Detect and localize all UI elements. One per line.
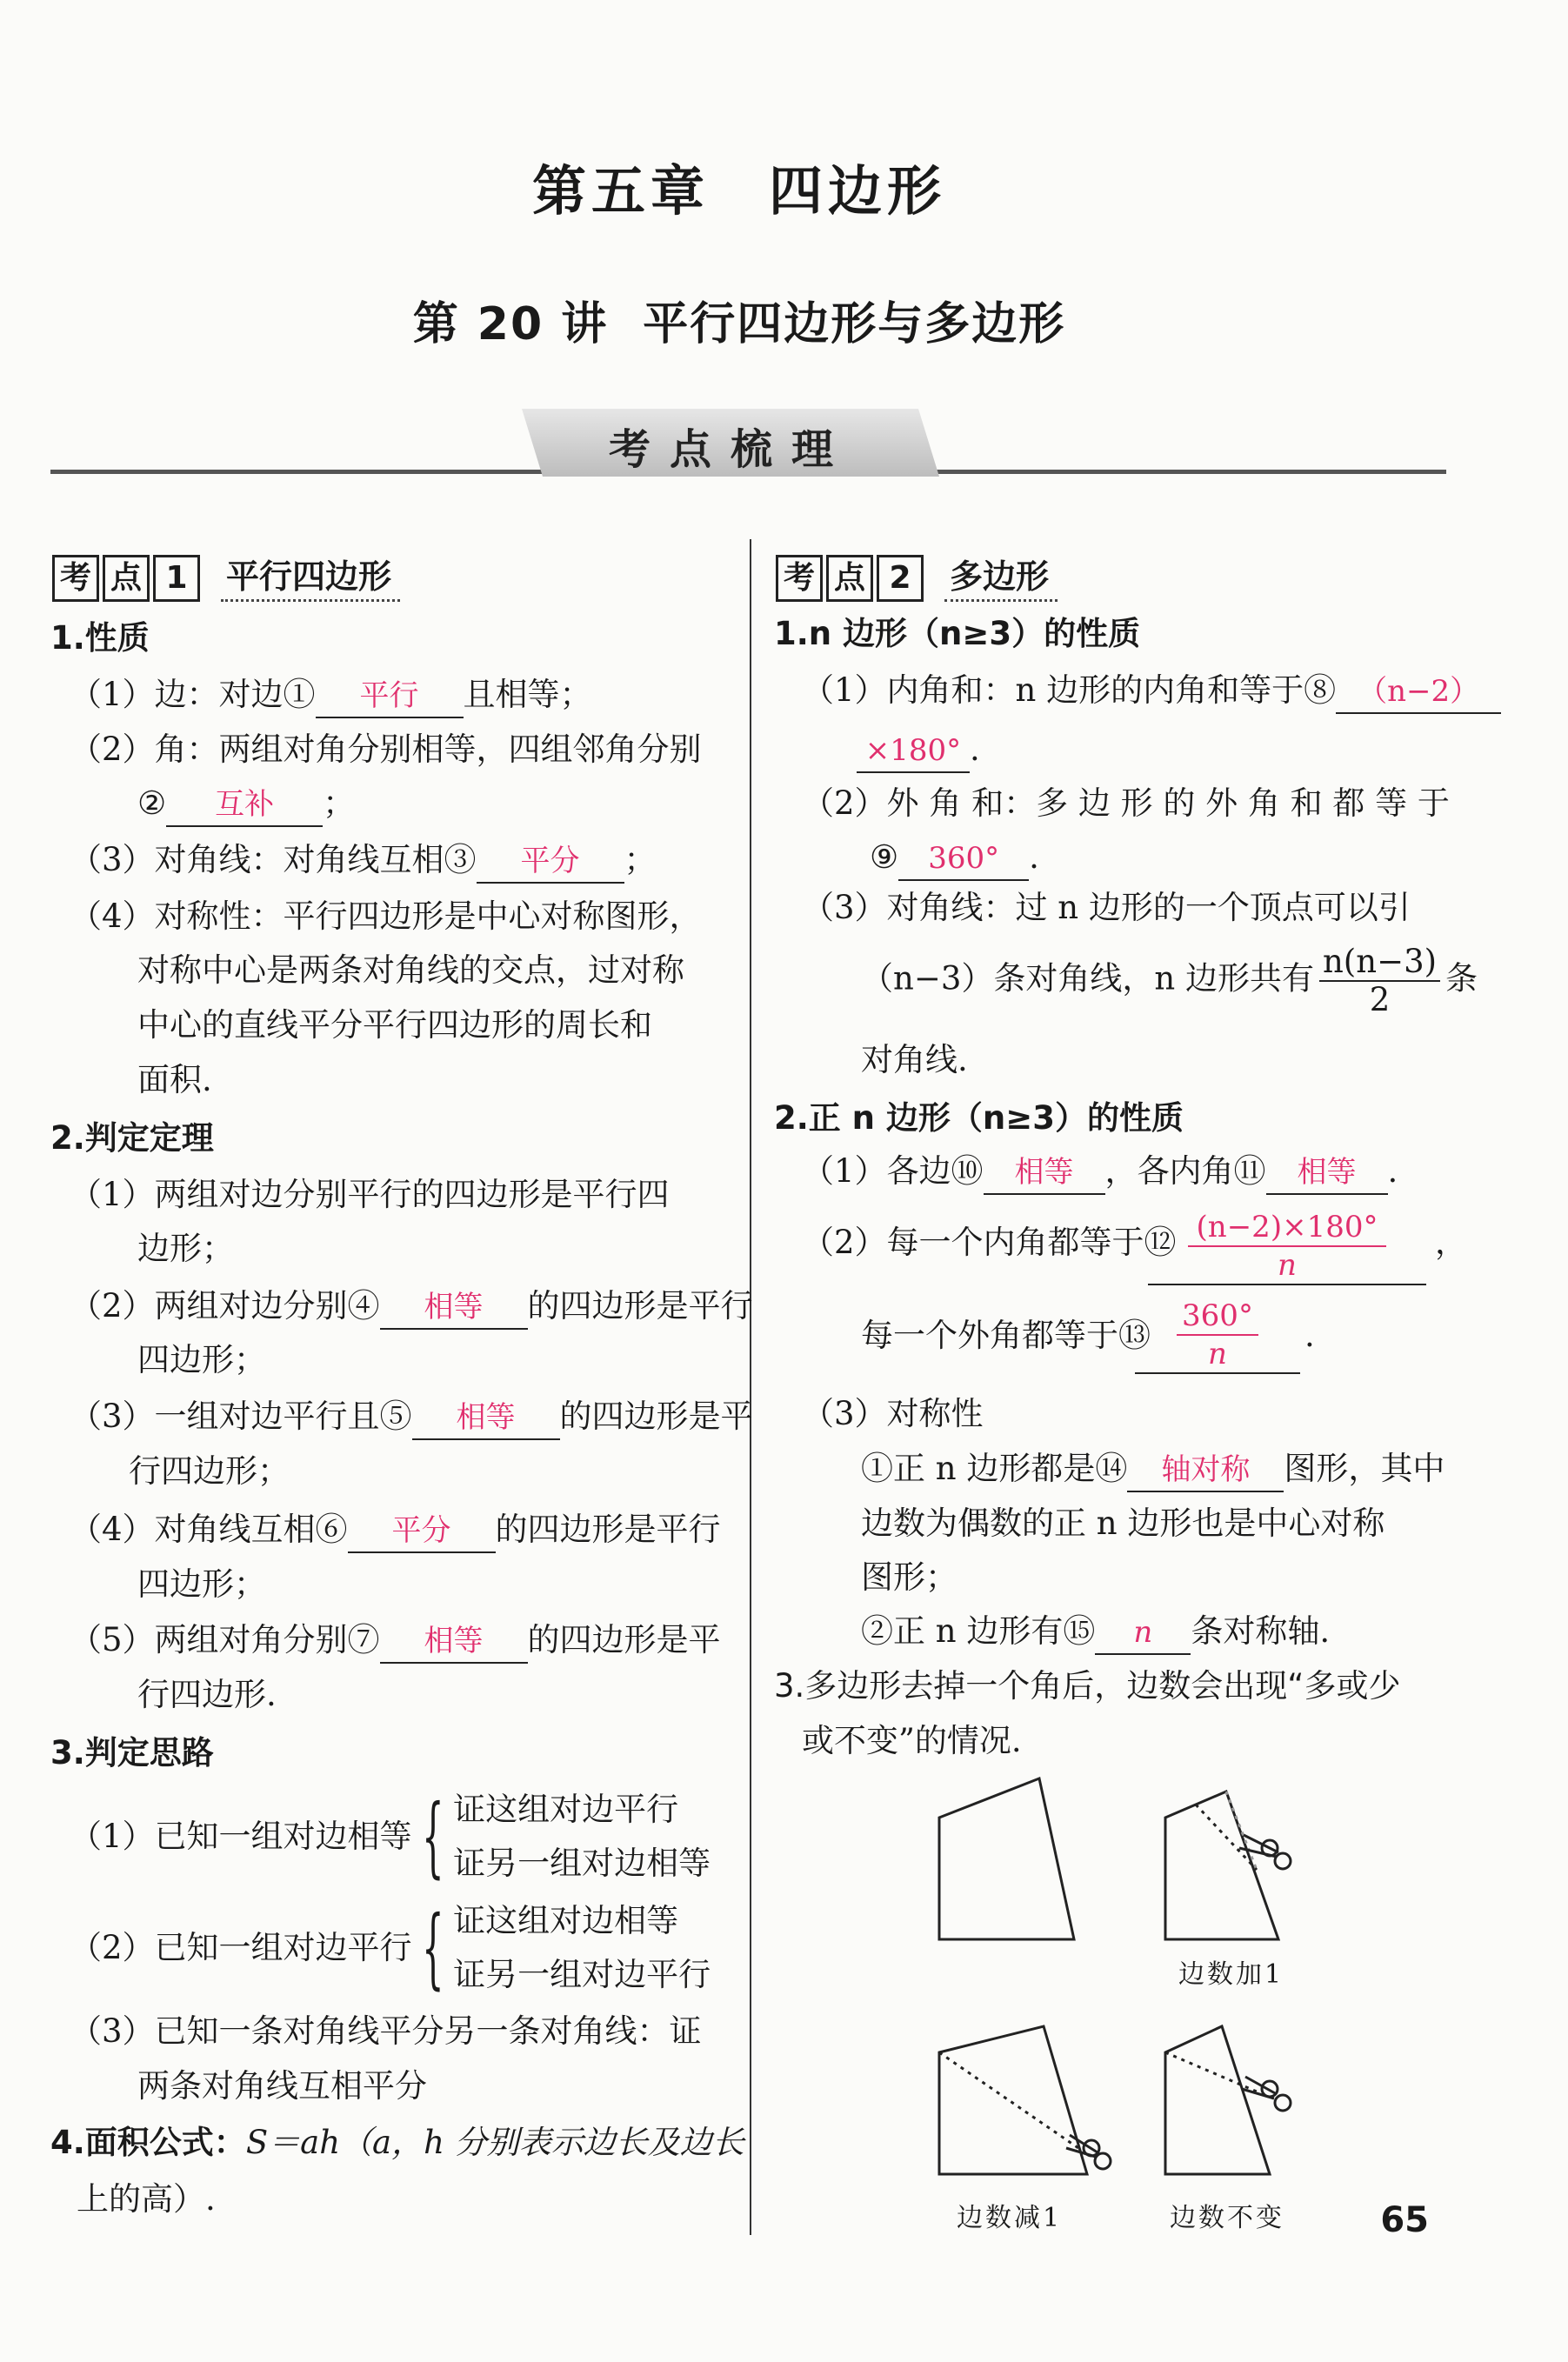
kaodian-number: 1 bbox=[153, 555, 200, 602]
text-line: （5）两组对角分别⑦ 相等 的四边形是平 bbox=[70, 1619, 721, 1664]
text-line: （2）角：两组对角分别相等，四组邻角分别 bbox=[70, 731, 702, 768]
text-line: . bbox=[1304, 1317, 1315, 1354]
text-line: ①正 n 边形都是⑭ 轴对称 图形，其中 bbox=[861, 1448, 1445, 1492]
text-line: （3）对角线：对角线互相③ 平分 ； bbox=[70, 839, 657, 884]
cut-quadrilateral-same bbox=[1165, 2026, 1270, 2174]
figure-caption: 边数加1 bbox=[1178, 1959, 1284, 1990]
kaodian-char: 点 bbox=[826, 555, 873, 602]
column-divider bbox=[750, 539, 751, 2235]
text-line: （3）对角线：过 n 边形的一个顶点可以引 bbox=[802, 889, 1411, 926]
text-line: 对称中心是两条对角线的交点，过对称 bbox=[137, 951, 684, 989]
text-line: （4）对角线互相⑥ 平分 的四边形是平行 bbox=[70, 1509, 721, 1553]
text-line: （1）各边⑩ 相等 ，各内角⑪ 相等 . bbox=[802, 1151, 1398, 1195]
text-line: 行四边形. bbox=[137, 1676, 277, 1713]
text-line: 边形； bbox=[137, 1230, 234, 1267]
lecture-name: 平行四边形与多边形 bbox=[643, 298, 1066, 350]
right-section-header bbox=[776, 550, 1058, 602]
heading-approach: 3.判定思路 bbox=[50, 1734, 214, 1772]
text-line: ⑨ 360° . bbox=[870, 837, 1039, 881]
lecture-number: 第 20 讲 bbox=[412, 298, 609, 350]
right-section-title: 多边形 bbox=[944, 550, 1058, 602]
heading-theorems: 2.判定定理 bbox=[50, 1119, 214, 1157]
cut-quadrilateral-minus bbox=[939, 2026, 1087, 2174]
figure-caption: 边数减1 bbox=[957, 2203, 1063, 2233]
banner-title: 考点梳理 bbox=[608, 425, 852, 474]
text-line: （1）两组对边分别平行的四边形是平行四 bbox=[70, 1176, 670, 1213]
text-line: 两条对角线互相平分 bbox=[137, 2067, 427, 2105]
text-line: （2）两组对边分别④ 相等 的四边形是平行 bbox=[70, 1285, 753, 1330]
text-line: （3）已知一条对角线平分另一条对角线：证 bbox=[70, 2012, 702, 2050]
left-section-title: 平行四边形 bbox=[221, 550, 400, 602]
text-line: （3）对称性 bbox=[802, 1395, 984, 1432]
polygon-cutting-figures bbox=[913, 1765, 1348, 2226]
answer-blank: 相等 bbox=[1266, 1151, 1388, 1195]
scissors-icon bbox=[1066, 2135, 1111, 2169]
answer-blank: 相等 bbox=[380, 1286, 528, 1330]
cut-quadrilateral-plus bbox=[1165, 1792, 1278, 1939]
answer-blank: （n−2） bbox=[1336, 671, 1501, 714]
text-line: 面积. bbox=[137, 1061, 212, 1098]
kaodian-number: 2 bbox=[877, 555, 924, 602]
text-line: ×180° . bbox=[857, 729, 980, 773]
answer-blank: 互补 bbox=[166, 784, 323, 827]
kaodian-char: 考 bbox=[776, 555, 823, 602]
text-line: ， bbox=[1435, 1224, 1467, 1261]
scissors-icon bbox=[1242, 2077, 1291, 2111]
text-line: （2）每一个内角都等于⑫ bbox=[802, 1224, 1177, 1261]
text-line: 行四边形； bbox=[129, 1452, 290, 1490]
answer-blank-fraction: $\frac{(n-2)\times 180^\circ}{n}$ bbox=[1148, 1209, 1426, 1285]
answer-blank: 平分 bbox=[348, 1510, 496, 1553]
answer-blank: n bbox=[1095, 1611, 1191, 1655]
answer-blank: 相等 bbox=[412, 1397, 560, 1440]
heading-n-gon: 1.n 边形（n≥3）的性质 bbox=[774, 615, 1141, 652]
heading-properties: 1.性质 bbox=[50, 619, 150, 657]
answer-blank: 相等 bbox=[984, 1151, 1105, 1195]
text-line: 或不变”的情况. bbox=[802, 1722, 1022, 1759]
page-number: 65 bbox=[1380, 2200, 1429, 2240]
answer-blank-fraction: $\frac{360^\circ}{n}$ bbox=[1135, 1298, 1300, 1374]
area-formula: 4.面积公式：S＝ah（a，h 分别表示边长及边长 bbox=[50, 2124, 744, 2161]
text-line: （2）外 角 和：多 边 形 的 外 角 和 都 等 于 bbox=[802, 784, 1450, 822]
text-line: 图形； bbox=[861, 1558, 957, 1596]
answer-blank: 轴对称 bbox=[1127, 1449, 1284, 1492]
answer-blank: 平行 bbox=[316, 675, 464, 718]
heading-regular-n-gon: 2.正 n 边形（n≥3）的性质 bbox=[774, 1099, 1184, 1137]
text-line: （n−3）条对角线，n 边形共有 $\frac{n(n-3)}{2}$ 条 bbox=[861, 943, 1478, 1018]
text-line: 边数为偶数的正 n 边形也是中心对称 bbox=[861, 1505, 1385, 1542]
text-line: 四边形； bbox=[137, 1565, 266, 1603]
text-line: （1）内角和：n 边形的内角和等于⑧ （n−2） bbox=[802, 670, 1501, 714]
text-line: （1）边：对边① 平行 且相等； bbox=[70, 674, 592, 718]
original-quadrilateral bbox=[939, 1778, 1074, 1939]
text-line: ②正 n 边形有⑮ n 条对称轴. bbox=[861, 1611, 1330, 1655]
answer-blank: 360° bbox=[898, 837, 1029, 881]
text-line: （3）一组对边平行且⑤ 相等 的四边形是平 bbox=[70, 1396, 753, 1440]
lecture-title bbox=[0, 287, 1478, 352]
diagonal-count-fraction: $\frac{n(n-3)}{2}$ bbox=[1319, 944, 1440, 1018]
kaodian-char: 考 bbox=[52, 555, 99, 602]
left-section-header bbox=[52, 550, 400, 602]
figure-caption: 边数不变 bbox=[1170, 2203, 1284, 2233]
answer-blank: 相等 bbox=[380, 1620, 528, 1664]
text-line: 四边形； bbox=[137, 1341, 266, 1378]
approach-item: （1）已知一组对边相等 { 证这组对边平行 证另一组对边相等 bbox=[70, 1785, 711, 1887]
approach-item: （2）已知一组对边平行 { 证这组对边相等 证另一组对边平行 bbox=[70, 1897, 711, 1998]
text-line: 3.多边形去掉一个角后，边数会出现“多或少 bbox=[774, 1667, 1401, 1705]
text-line: （4）对称性：平行四边形是中心对称图形， bbox=[70, 897, 702, 935]
text-line: 上的高）. bbox=[77, 2180, 216, 2218]
kaodian-char: 点 bbox=[103, 555, 150, 602]
answer-blank: 平分 bbox=[477, 840, 624, 884]
text-line: 每一个外角都等于⑬ bbox=[861, 1317, 1151, 1354]
text-line: 中心的直线平分平行四边形的周长和 bbox=[137, 1006, 652, 1044]
text-line: ② 互补 ； bbox=[137, 783, 355, 827]
chapter-title: 第五章 四边形 bbox=[531, 159, 946, 223]
answer-blank: ×180° bbox=[857, 730, 970, 773]
text-line: 对角线. bbox=[861, 1041, 968, 1078]
